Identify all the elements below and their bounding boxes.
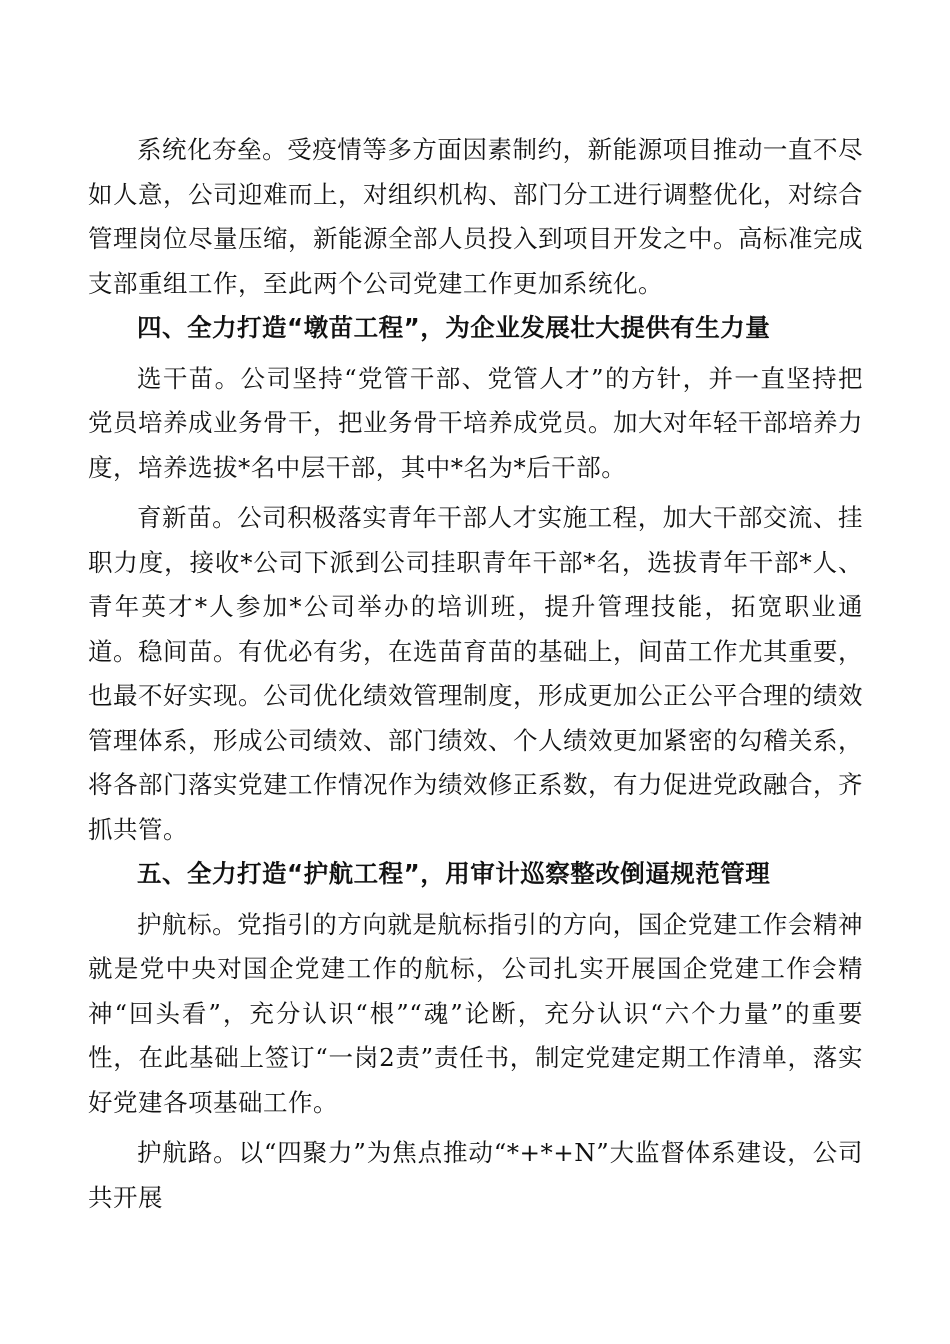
paragraph-nurture-seedlings: 育新苗。公司积极落实青年干部人才实施工程，加大干部交流、挂职力度，接收*公司下派到公司挂职青年干部*名，选拔青年干部*人、青年英才*人参加*公司举办的培训班，提升管理技能，拓宽职业通道。稳间苗。有优必有劣，在选苗育苗的基础上，间苗工作尤其重要，也最不好实现。公司优化绩效管理制度，形成更加公正公平合理的绩效管理体系，形成公司绩效、部门绩效、个人绩效更加紧密的勾稽关系，将各部门落实党建工作情况作为绩效修正系数，有力促进党政融合，齐抓共管。 [88,503,863,844]
section-heading-four: 四、全力打造“墩苗工程”，为企业发展壮大提供有生力量 [137,313,771,342]
document-page [88,128,863,1220]
paragraph-select-seedlings: 选干苗。公司坚持“党管干部、党管人才”的方针，并一直坚持把党员培养成业务骨干，把业务骨干培养成党员。加大对年轻干部培养力度，培养选拔*名中层干部，其中*名为*后干部。 [88,363,863,482]
paragraph-guard-route: 护航路。以“四聚力”为焦点推动“*+*+N”大监督体系建设，公司共开展 [88,1138,863,1212]
paragraph-systematization: 系统化夯垒。受疫情等多方面因素制约，新能源项目推动一直不尽如人意，公司迎难而上，对组织机构、部门分工进行调整优化，对综合管理岗位尽量压缩，新能源全部人员投入到项目开发之中。高标准完成支部重组工作，至此两个公司党建工作更加系统化。 [88,135,863,298]
section-heading-five: 五、全力打造“护航工程”，用审计巡察整改倒逼规范管理 [137,859,771,888]
paragraph-guard-beacon: 护航标。党指引的方向就是航标指引的方向，国企党建工作会精神就是党中央对国企党建工作的航标，公司扎实开展国企党建工作会精神“回头看”，充分认识“根”“魂”论断，充分认识“六个力量”的重要性，在此基础上签订“一岗2责”责任书，制定党建定期工作清单，落实好党建各项基础工作。 [88,909,863,1117]
